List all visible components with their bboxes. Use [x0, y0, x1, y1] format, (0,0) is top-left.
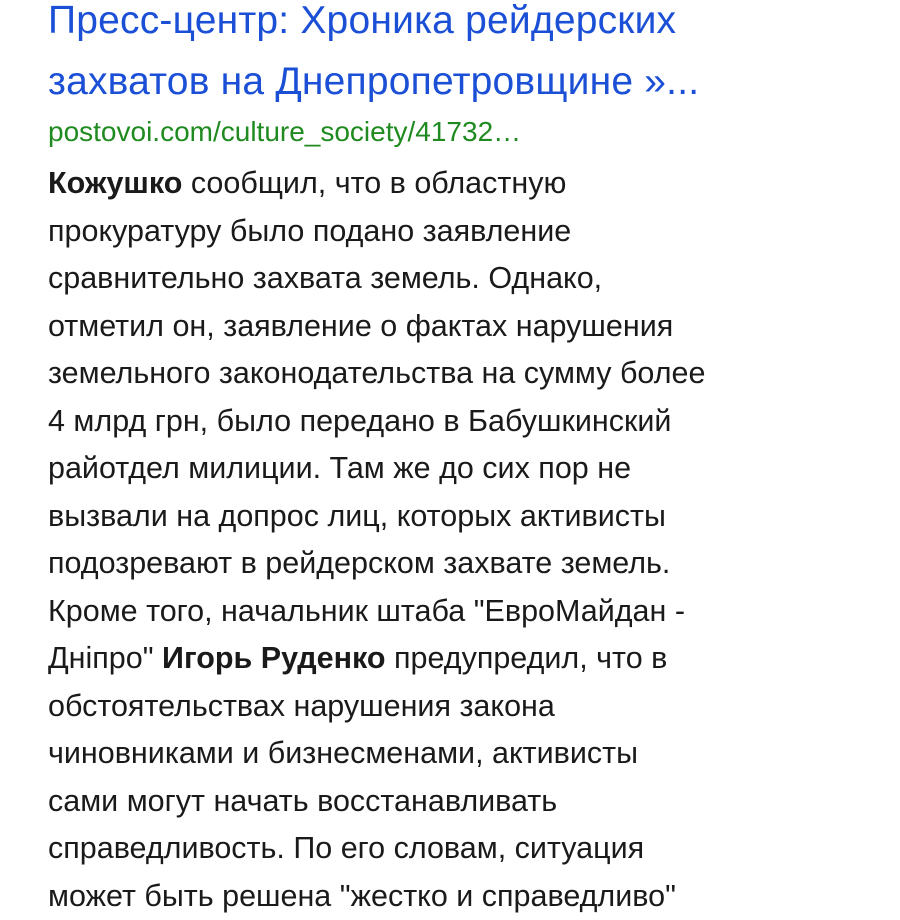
result-title-link[interactable]: [48, 0, 868, 112]
snippet-text: Дніпро": [48, 641, 163, 675]
snippet-text: райотдел милиции. Там же до сих пор не: [48, 451, 632, 485]
snippet-name-rudenko: Игорь Руденко: [162, 641, 386, 675]
snippet-text: земельного законодательства на сумму более: [48, 356, 706, 390]
snippet-text: может быть решена "жестко и справедливо": [48, 878, 676, 913]
snippet-text: сообщил, что в областную: [182, 166, 567, 200]
snippet-text: справедливость. По его словам, ситуация: [48, 831, 645, 865]
snippet-text: чиновниками и бизнесменами, активисты: [48, 736, 639, 770]
snippet-name-kozhushko: Кожушко: [48, 166, 183, 200]
snippet-text: сами могут начать восстанавливать: [48, 783, 558, 818]
search-result: [48, 0, 868, 920]
snippet-text: сравнительно захвата земель. Однако,: [48, 261, 603, 295]
result-title-line-2: захватов на Днепропетровщине »...: [48, 60, 700, 103]
snippet-text: Кроме того, начальник штаба "ЕвроМайдан -: [48, 593, 685, 628]
snippet-text: вызвали на допрос лиц, которых активисты: [48, 498, 666, 533]
snippet-text: предупредил, что в: [385, 641, 668, 675]
result-url[interactable]: postovoi.com/culture_society/41732…: [48, 116, 522, 147]
snippet-text: 4 млрд грн, было передано в Бабушкинский: [48, 403, 672, 438]
snippet-text: отметил он, заявление о фактах нарушения: [48, 308, 674, 343]
snippet-text: подозревают в рейдерском захвате земель.: [48, 546, 671, 580]
snippet-text: обстоятельствах нарушения закона: [48, 688, 555, 723]
result-snippet: [48, 160, 868, 920]
snippet-text: прокуратуру было подано заявление: [48, 213, 572, 248]
result-title-line-1: Пресс-центр: Хроника рейдерских: [48, 0, 677, 42]
